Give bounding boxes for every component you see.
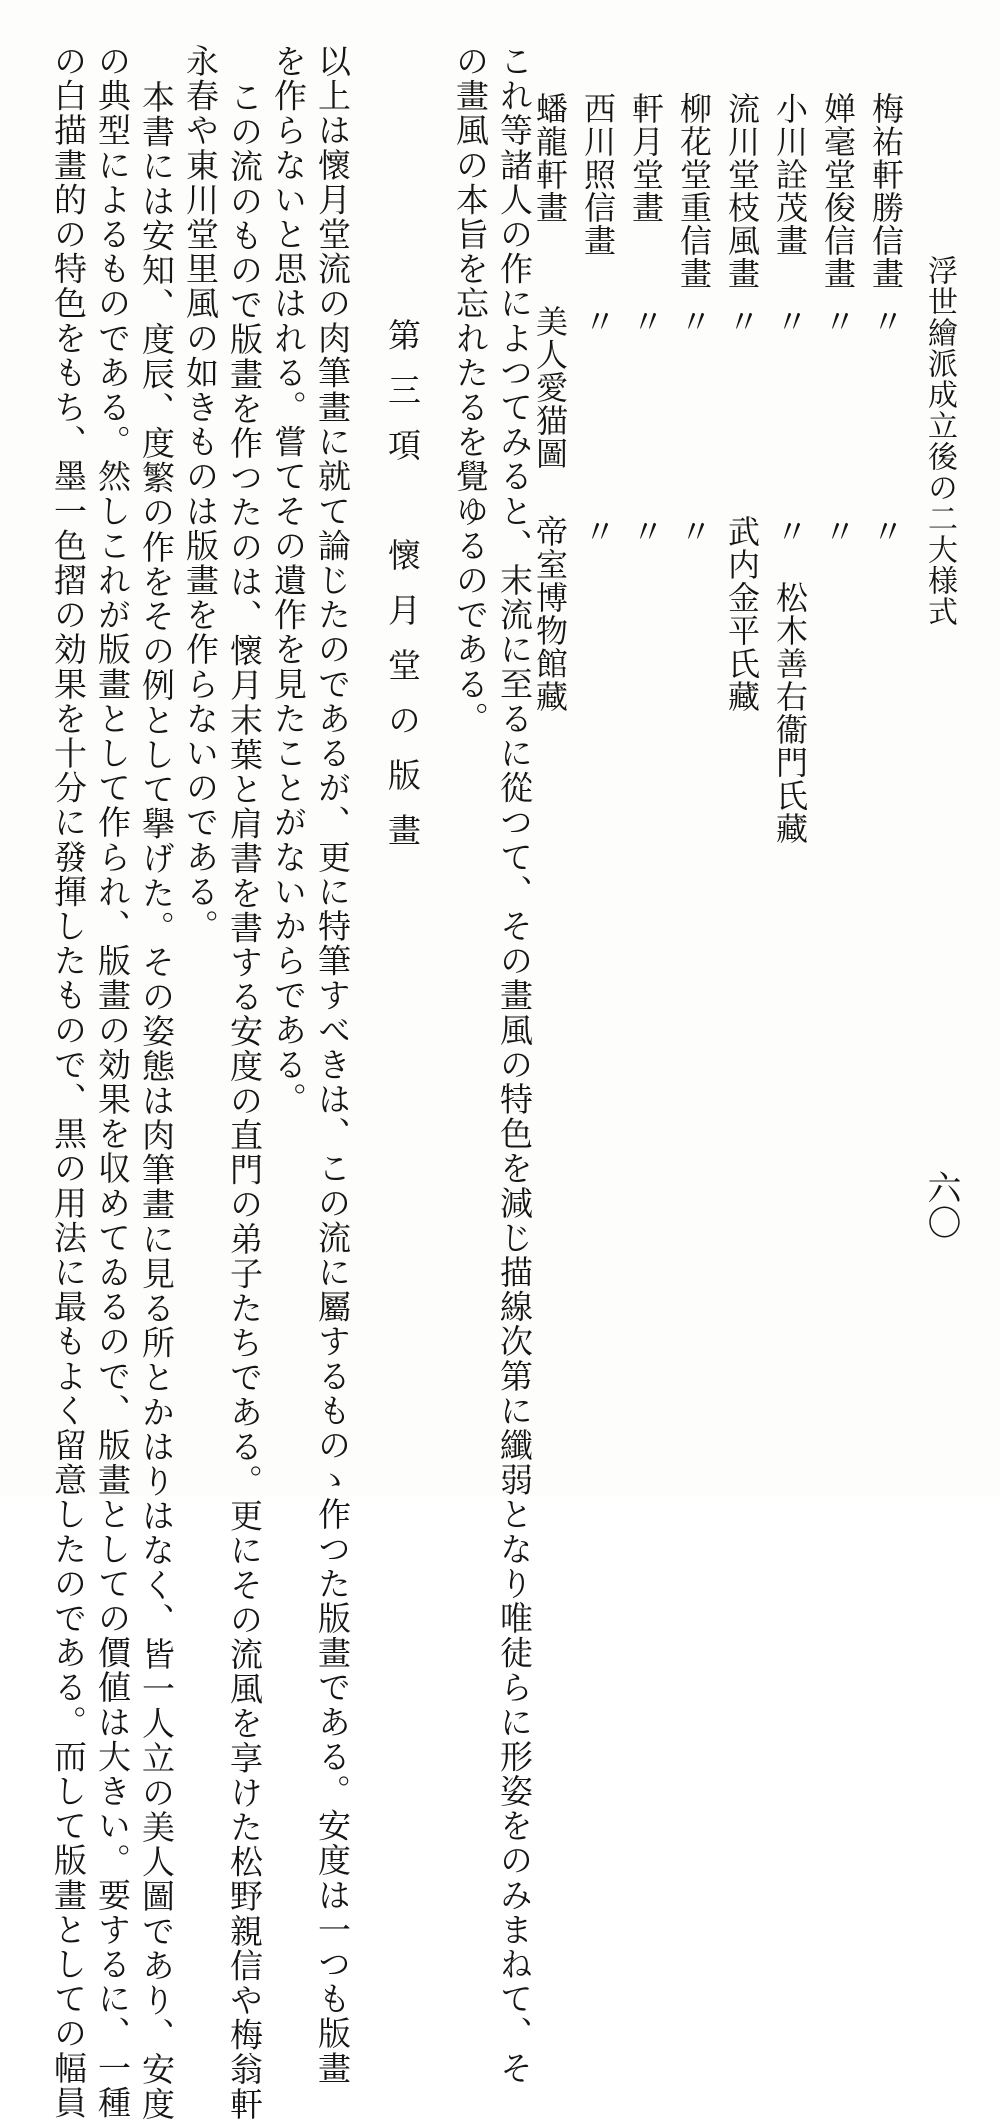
work-artist: 柳花堂重信畫: [675, 92, 713, 290]
work-artist: 小川詮茂畫: [771, 92, 809, 257]
work-artist: 軒月堂畫: [627, 92, 665, 224]
work-artist: 蟠龍軒畫: [531, 92, 569, 224]
body-line: の白描畫的の特色をもち、墨一色摺の効果を十分に發揮したもので、黒の用法に最もよく留意したのである。而して版畫としての幅員: [49, 44, 88, 2120]
work-collection: 〃: [627, 515, 665, 548]
work-title: 美人愛猫圖: [531, 305, 569, 470]
work-collection: 〃: [579, 515, 617, 548]
body-line: 本書には安知、度辰、度繁の作をその例として擧げた。その姿態は肉筆畫に見る所とかはりはなく、皆一人立の美人圖であり、安度: [137, 80, 176, 2121]
body-line: 永春や東川堂里風の如きものは版畫を作らないのである。: [181, 44, 220, 944]
work-artist: 婵毫堂俊信畫: [819, 92, 857, 290]
work-artist: 西川照信畫: [579, 92, 617, 257]
work-title: 〃: [867, 305, 905, 338]
work-title: 〃: [819, 305, 857, 338]
body-line: を作らないと思はれる。嘗てその遺作を見たことがないからである。: [269, 44, 308, 1117]
body-line: の典型によるものである。然しこれが版畫として作られ、版畫の効果を収めてゐるので、版畫としての價値は大きい。要するに、一種: [93, 44, 132, 2120]
work-collection: 〃: [675, 515, 713, 548]
work-collection: 帝室博物館藏: [531, 515, 569, 713]
work-artist: 流川堂枝風畫: [723, 92, 761, 290]
work-title: 〃: [579, 305, 617, 338]
work-collection: 〃 松木善右衞門氏藏: [771, 515, 809, 845]
section-heading: 第三項 懷月堂の版畫: [383, 318, 422, 868]
work-collection: 武内金平氏藏: [723, 515, 761, 713]
work-title: 〃: [771, 305, 809, 338]
body-line: の畫風の本旨を忘れたるを覺ゆるのである。: [451, 44, 490, 736]
body-line: これ等諸人の作によつてみると、末流に至るに從つて、その畫風の特色を減じ描線次第に纖弱となり唯徒らに形姿をのみまねて、そ: [495, 44, 534, 2086]
work-title: 〃: [627, 305, 665, 338]
work-artist: 梅祐軒勝信畫: [867, 92, 905, 290]
page-number: 六〇: [921, 1170, 961, 1240]
work-collection: 〃: [819, 515, 857, 548]
work-collection: 〃: [867, 515, 905, 548]
running-title: 浮世繪派成立後の二大様式: [922, 255, 957, 627]
work-title: 〃: [723, 305, 761, 338]
body-line: 以上は懷月堂流の肉筆畫に就て論じたのであるが、更に特筆すべきは、この流に屬するものゝ作つた版畫である。安度は一つも版畫: [313, 44, 352, 2086]
work-title: 〃: [675, 305, 713, 338]
body-line: この流のもので版畫を作つたのは、懷月末葉と肩書を書する安度の直門の弟子たちである。更にその流風を享けた松野親信や梅翁軒: [225, 80, 264, 2121]
